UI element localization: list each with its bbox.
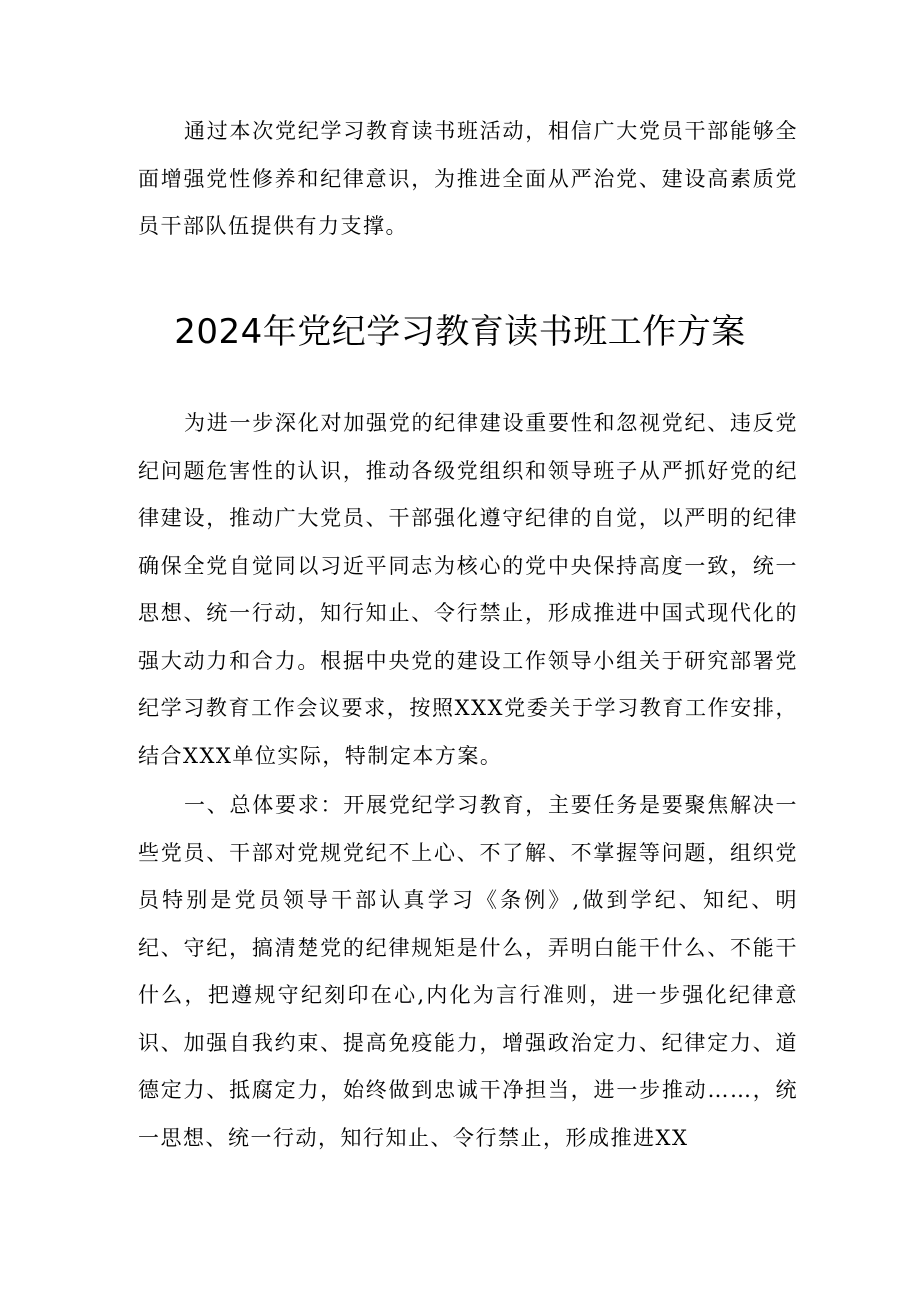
body-paragraph-preamble: 为进一步深化对加强党的纪律建设重要性和忽视党纪、违反党纪问题危害性的认识，推动各级党组织和领导班子从严抓好党的纪律建设，推动广大党员、干部强化遵守纪律的自觉，以严明的纪律确保全党自觉同以习近平同志为核心的党中央保持高度一致，统一思想、统一行动，知行知止、令行禁止，形成推进中国式现代化的强大动力和合力。根据中央党的建设工作领导小组关于研究部署党纪学习教育工作会议要求，按照XXX党委关于学习教育工作安排，结合XXX单位实际，特制定本方案。: [138, 411, 798, 768]
intro-paragraph: 通过本次党纪学习教育读书班活动，相信广大党员干部能够全面增强党性修养和纪律意识，为推进全面从严治党、建设高素质党员干部队伍提供有力支撑。: [138, 119, 798, 238]
body-paragraph-general-requirements: 一、总体要求：开展党纪学习教育，主要任务是要聚焦解决一些党员、干部对党规党纪不上心、不了解、不掌握等问题，组织党员特别是党员领导干部认真学习《条例》,做到学纪、知纪、明纪、守纪，搞清楚党的纪律规矩是什么，弄明白能干什么、不能干什么，把遵规守纪刻印在心,内化为言行准则，进一步强化纪律意识、加强自我约束、提高免疫能力，增强政治定力、纪律定力、道德定力、抵腐定力，始终做到忠诚干净担当，进一步推动……，统一思想、统一行动，知行知止、令行禁止，形成推进XX: [138, 793, 798, 1150]
document-title: 2024年党纪学习教育读书班工作方案: [174, 312, 746, 352]
